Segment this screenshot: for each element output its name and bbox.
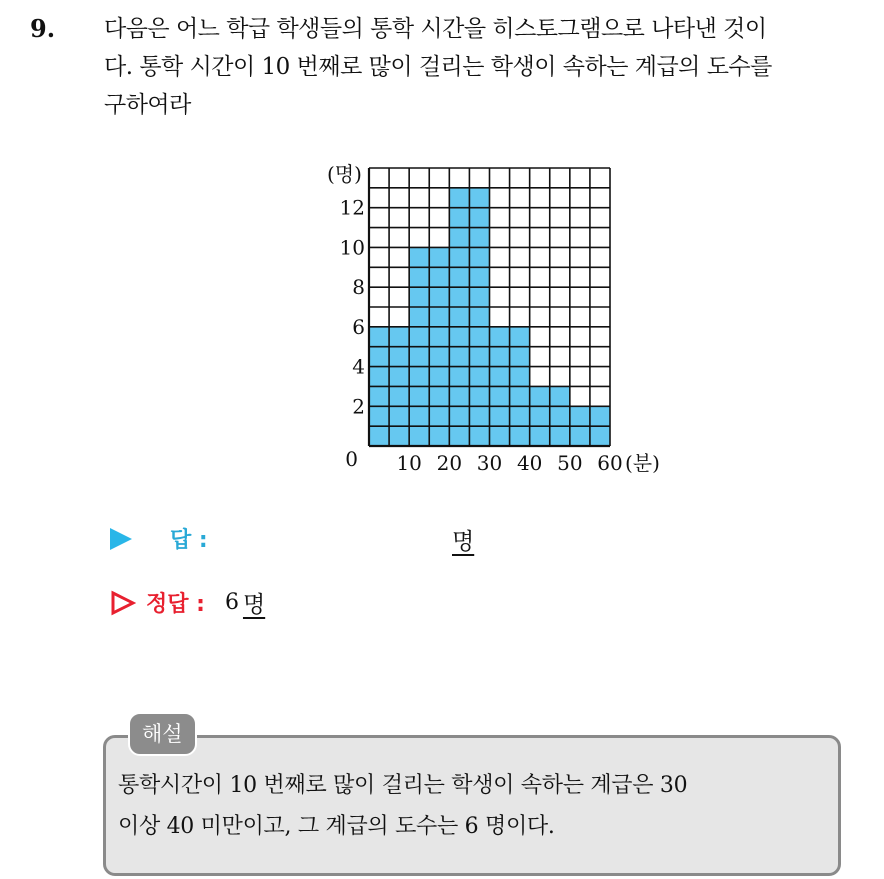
y-tick-label: 10 xyxy=(339,235,365,260)
x-axis-unit: (분) xyxy=(625,451,660,475)
explanation-line-1: 통학시간이 10 번째로 많이 걸리는 학생이 속하는 계급은 30 xyxy=(118,773,688,798)
y-axis-unit: (명) xyxy=(327,162,362,186)
correct-answer-row xyxy=(110,586,265,619)
y-tick-label: 8 xyxy=(352,275,365,300)
question-line-3: 구하여라 xyxy=(104,92,191,118)
x-tick-label: 20 xyxy=(436,451,463,475)
explanation-line-2: 이상 40 미만이고, 그 계급의 도수는 6 명이다. xyxy=(118,814,555,839)
x-tick-label: 10 xyxy=(396,451,422,475)
answer-unit: 명 xyxy=(452,529,475,555)
explanation-text xyxy=(118,765,834,847)
x-tick-label: 30 xyxy=(476,451,503,475)
answer-label: 답 : xyxy=(170,528,208,553)
x-tick-label: 40 xyxy=(516,451,543,475)
answer-row xyxy=(110,523,208,554)
y-tick-label: 6 xyxy=(352,314,365,339)
correct-answer-label: 정답 : xyxy=(146,592,205,617)
y-tick-label: 0 xyxy=(345,447,358,471)
play-icon xyxy=(110,528,132,550)
question-line-1: 다음은 어느 학급 학생들의 통학 시간을 히스토그램으로 나타낸 것이 xyxy=(104,16,767,42)
question-number: 9. xyxy=(30,14,56,43)
y-tick-label: 12 xyxy=(339,195,365,220)
y-tick-label: 2 xyxy=(352,394,365,419)
x-tick-label: 50 xyxy=(557,451,583,475)
correct-answer-value: 6 xyxy=(224,590,239,615)
explanation-tab: 해설 xyxy=(128,712,197,756)
triangle-outline-icon xyxy=(110,590,136,616)
question-line-2: 다. 통학 시간이 10 번째로 많이 걸리는 학생이 속하는 계급의 도수를 xyxy=(104,54,772,80)
correct-answer-unit: 명 xyxy=(242,592,266,618)
x-tick-label: 60 xyxy=(597,451,623,475)
y-tick-label: 4 xyxy=(352,354,365,379)
